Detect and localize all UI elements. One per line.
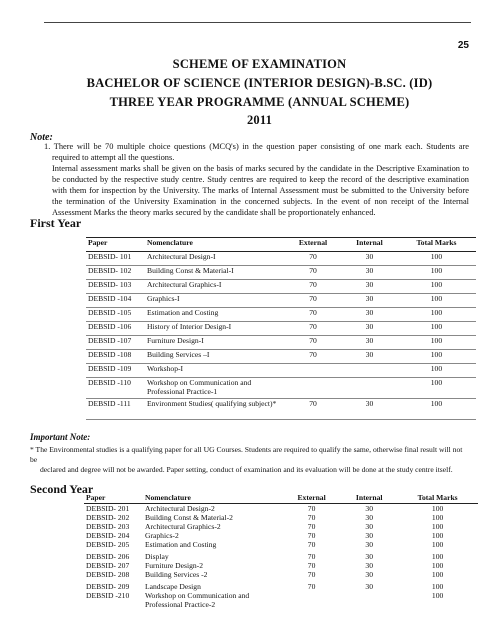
title-scheme: SCHEME OF EXAMINATION	[172, 57, 347, 71]
cell-paper: DEBSID- 203	[86, 521, 130, 531]
notes-block	[34, 141, 469, 218]
cell-internal: 30	[365, 280, 374, 289]
table-row	[86, 252, 476, 266]
note-label: Note:	[30, 132, 53, 143]
header-internal: Internal	[356, 238, 383, 247]
title-programme: THREE YEAR PROGRAMME (ANNUAL SCHEME)	[109, 95, 410, 109]
top-rule	[44, 22, 471, 23]
table-row	[86, 294, 476, 308]
cell-nomenclature: Architectural Graphics-2	[145, 521, 221, 531]
cell-nomenclature: Environment Studies( qualifying subject)*	[147, 399, 277, 408]
cell-internal	[341, 591, 397, 610]
cell-paper: DEBSID- 206	[86, 551, 130, 561]
cell-total: 100	[430, 378, 443, 387]
cell-nomenclature: Building Const & Material-2	[145, 512, 233, 522]
cell-paper: DEBSID -105	[88, 308, 132, 317]
table-row	[86, 266, 476, 280]
important-note-line-1: * The Environmental studies is a qualifying paper for all UG Courses. Students are required to qualify the same, otherwise final result will not be	[30, 445, 463, 464]
header-internal: Internal	[355, 493, 383, 502]
cell-paper: DEBSID -110	[88, 378, 131, 387]
table-row	[84, 522, 478, 531]
cell-nomenclature: Landscape Design	[145, 581, 201, 591]
cell-total: 100	[431, 512, 444, 522]
cell-paper: DEBSID -210	[86, 590, 130, 600]
table-row	[84, 513, 478, 522]
cell-nomenclature: Estimation and Costing	[145, 539, 217, 549]
cell-external: 70	[307, 503, 316, 513]
cell-paper: DEBSID- 103	[88, 280, 132, 289]
cell-external	[284, 378, 342, 399]
cell-paper: DEBSID- 208	[86, 569, 130, 579]
cell-total: 100	[431, 530, 444, 540]
cell-paper: DEBSID -107	[88, 336, 132, 345]
cell-external: 70	[307, 551, 316, 561]
cell-total: 100	[430, 280, 443, 289]
cell-internal: 30	[365, 512, 373, 522]
cell-nomenclature: Architectural Graphics-I	[147, 280, 222, 289]
cell-external: 70	[307, 539, 316, 549]
cell-internal: 30	[365, 308, 374, 317]
table-row	[86, 364, 476, 378]
cell-internal: 30	[365, 252, 374, 261]
cell-total: 100	[430, 294, 443, 303]
cell-internal: 30	[365, 521, 373, 531]
cell-external: 70	[309, 294, 317, 303]
table-row	[84, 549, 478, 561]
cell-internal	[342, 364, 397, 378]
important-note-label: Important Note:	[30, 432, 91, 442]
cell-external: 70	[309, 266, 317, 275]
cell-total: 100	[431, 560, 444, 570]
cell-total: 100	[430, 350, 443, 359]
cell-external: 70	[307, 521, 316, 531]
header-total: Total Marks	[417, 493, 458, 502]
cell-external: 70	[307, 530, 316, 540]
cell-nomenclature: Workshop on Communication and Professional Practice-1	[147, 378, 252, 396]
table-header-row	[84, 493, 478, 503]
cell-nomenclature: Building Services -2	[145, 569, 208, 579]
table-row	[84, 570, 478, 579]
cell-internal: 30	[365, 551, 373, 561]
cell-internal: 30	[365, 350, 374, 359]
table-row	[84, 503, 478, 513]
table-row	[84, 561, 478, 570]
second-year-table	[84, 493, 478, 610]
cell-nomenclature: History of Interior Design-I	[147, 322, 232, 331]
cell-nomenclature: Furniture Design-2	[145, 560, 203, 570]
table-row	[86, 336, 476, 350]
cell-nomenclature: Building Const & Material-I	[147, 266, 234, 275]
cell-total: 100	[431, 521, 444, 531]
table-row	[84, 591, 478, 610]
header-nomenclature: Nomenclature	[147, 238, 193, 247]
header-paper: Paper	[88, 238, 108, 247]
cell-total: 100	[430, 266, 443, 275]
table-row	[86, 280, 476, 294]
cell-paper: DEBSID -111	[88, 399, 131, 408]
cell-internal: 30	[365, 560, 373, 570]
cell-internal	[342, 378, 397, 399]
cell-total: 100	[430, 308, 443, 317]
table-header-row	[86, 238, 476, 252]
cell-internal: 30	[365, 539, 373, 549]
important-note-text	[30, 445, 469, 475]
cell-external: 70	[309, 280, 317, 289]
title-degree: BACHELOR OF SCIENCE (INTERIOR DESIGN)-B.SC. (ID)	[86, 76, 433, 90]
cell-external: 70	[309, 308, 317, 317]
cell-external: 70	[307, 512, 316, 522]
cell-total: 100	[430, 322, 443, 331]
cell-internal: 30	[365, 569, 373, 579]
note-1: 1. There will be 70 multiple choice questions (MCQ's) in the question paper consisting of one mark each. Students are required to attempt all the questions.	[44, 142, 469, 162]
cell-total: 100	[431, 590, 444, 600]
header-total: Total Marks	[416, 238, 457, 247]
cell-nomenclature: Building Services –I	[147, 350, 210, 359]
second-year-heading: Second Year	[30, 482, 94, 496]
table-row	[86, 350, 476, 364]
cell-external: 70	[307, 569, 316, 579]
cell-nomenclature: Estimation and Costing	[147, 308, 219, 317]
cell-paper: DEBSID- 205	[86, 539, 130, 549]
cell-paper: DEBSID -104	[88, 294, 132, 303]
cell-nomenclature: Architectural Design-2	[145, 503, 215, 513]
cell-nomenclature: Furniture Design-I	[147, 336, 204, 345]
cell-nomenclature: Graphics-I	[147, 294, 180, 303]
cell-paper: DEBSID- 209	[86, 581, 130, 591]
cell-external: 70	[309, 399, 317, 408]
cell-nomenclature: Workshop on Communication and Professional Practice-2	[145, 590, 250, 609]
first-year-heading: First Year	[30, 216, 82, 230]
cell-nomenclature: Workshop-I	[147, 364, 184, 373]
cell-total: 100	[431, 503, 444, 513]
cell-internal: 30	[365, 294, 374, 303]
cell-total: 100	[430, 336, 443, 345]
cell-nomenclature: Display	[145, 551, 169, 561]
cell-external: 70	[307, 581, 316, 591]
cell-paper: DEBSID -109	[88, 364, 132, 373]
table-row	[86, 378, 476, 399]
table-row	[84, 579, 478, 591]
cell-nomenclature: Graphics-2	[145, 530, 179, 540]
cell-internal: 30	[365, 581, 373, 591]
cell-external: 70	[309, 350, 317, 359]
cell-nomenclature: Architectural Design-I	[147, 252, 216, 261]
cell-total: 100	[430, 399, 443, 408]
cell-paper: DEBSID- 204	[86, 530, 130, 540]
title-year: 2011	[246, 113, 273, 127]
first-year-table	[86, 237, 476, 420]
table-row	[86, 322, 476, 336]
table-row	[84, 540, 478, 549]
cell-external	[282, 591, 341, 610]
cell-total: 100	[430, 252, 443, 261]
cell-external: 70	[307, 560, 316, 570]
note-2: Internal assessment marks shall be given on the basis of marks secured by the candidate in the Descriptive Examination to be conducted by the respective study centre. Study centres are required to keep the record of the descriptive examination with them for inspection by the University. The marks of Internal Assessment must be submitted to the University before the termination of the University Examination in the concerned subjects. In the event of non receipt of the Internal Assessment Marks the theory marks secured by the candidate shall be proportionately enhanced.	[52, 164, 469, 217]
cell-paper: DEBSID- 102	[88, 266, 132, 275]
header-nomenclature: Nomenclature	[145, 493, 191, 502]
cell-external: 70	[309, 252, 317, 261]
cell-internal: 30	[365, 503, 373, 513]
important-note-line-2: declared and degree will not be awarded. Paper setting, conduct of examination and its evaluation will be done at the study centre itself.	[40, 465, 453, 474]
table-row	[84, 531, 478, 540]
header-paper: Paper	[86, 493, 106, 502]
cell-total: 100	[430, 364, 443, 373]
table-row	[86, 308, 476, 322]
cell-internal: 30	[365, 530, 373, 540]
cell-total: 100	[431, 569, 444, 579]
cell-internal: 30	[365, 322, 374, 331]
cell-total: 100	[431, 551, 444, 561]
page-number: 25	[457, 40, 469, 51]
cell-external	[284, 364, 342, 378]
cell-paper: DEBSID -108	[88, 350, 132, 359]
cell-total: 100	[431, 581, 444, 591]
cell-paper: DEBSID -106	[88, 322, 132, 331]
cell-internal: 30	[365, 336, 374, 345]
cell-external: 70	[309, 336, 317, 345]
cell-paper: DEBSID- 202	[86, 512, 130, 522]
table-row	[86, 399, 476, 420]
cell-total: 100	[431, 539, 444, 549]
cell-paper: DEBSID- 101	[88, 252, 132, 261]
cell-internal: 30	[365, 399, 374, 408]
cell-paper: DEBSID- 207	[86, 560, 130, 570]
cell-internal: 30	[365, 266, 374, 275]
header-external: External	[298, 238, 328, 247]
header-external: External	[297, 493, 326, 502]
cell-paper: DEBSID- 201	[86, 503, 130, 513]
cell-external: 70	[309, 322, 317, 331]
